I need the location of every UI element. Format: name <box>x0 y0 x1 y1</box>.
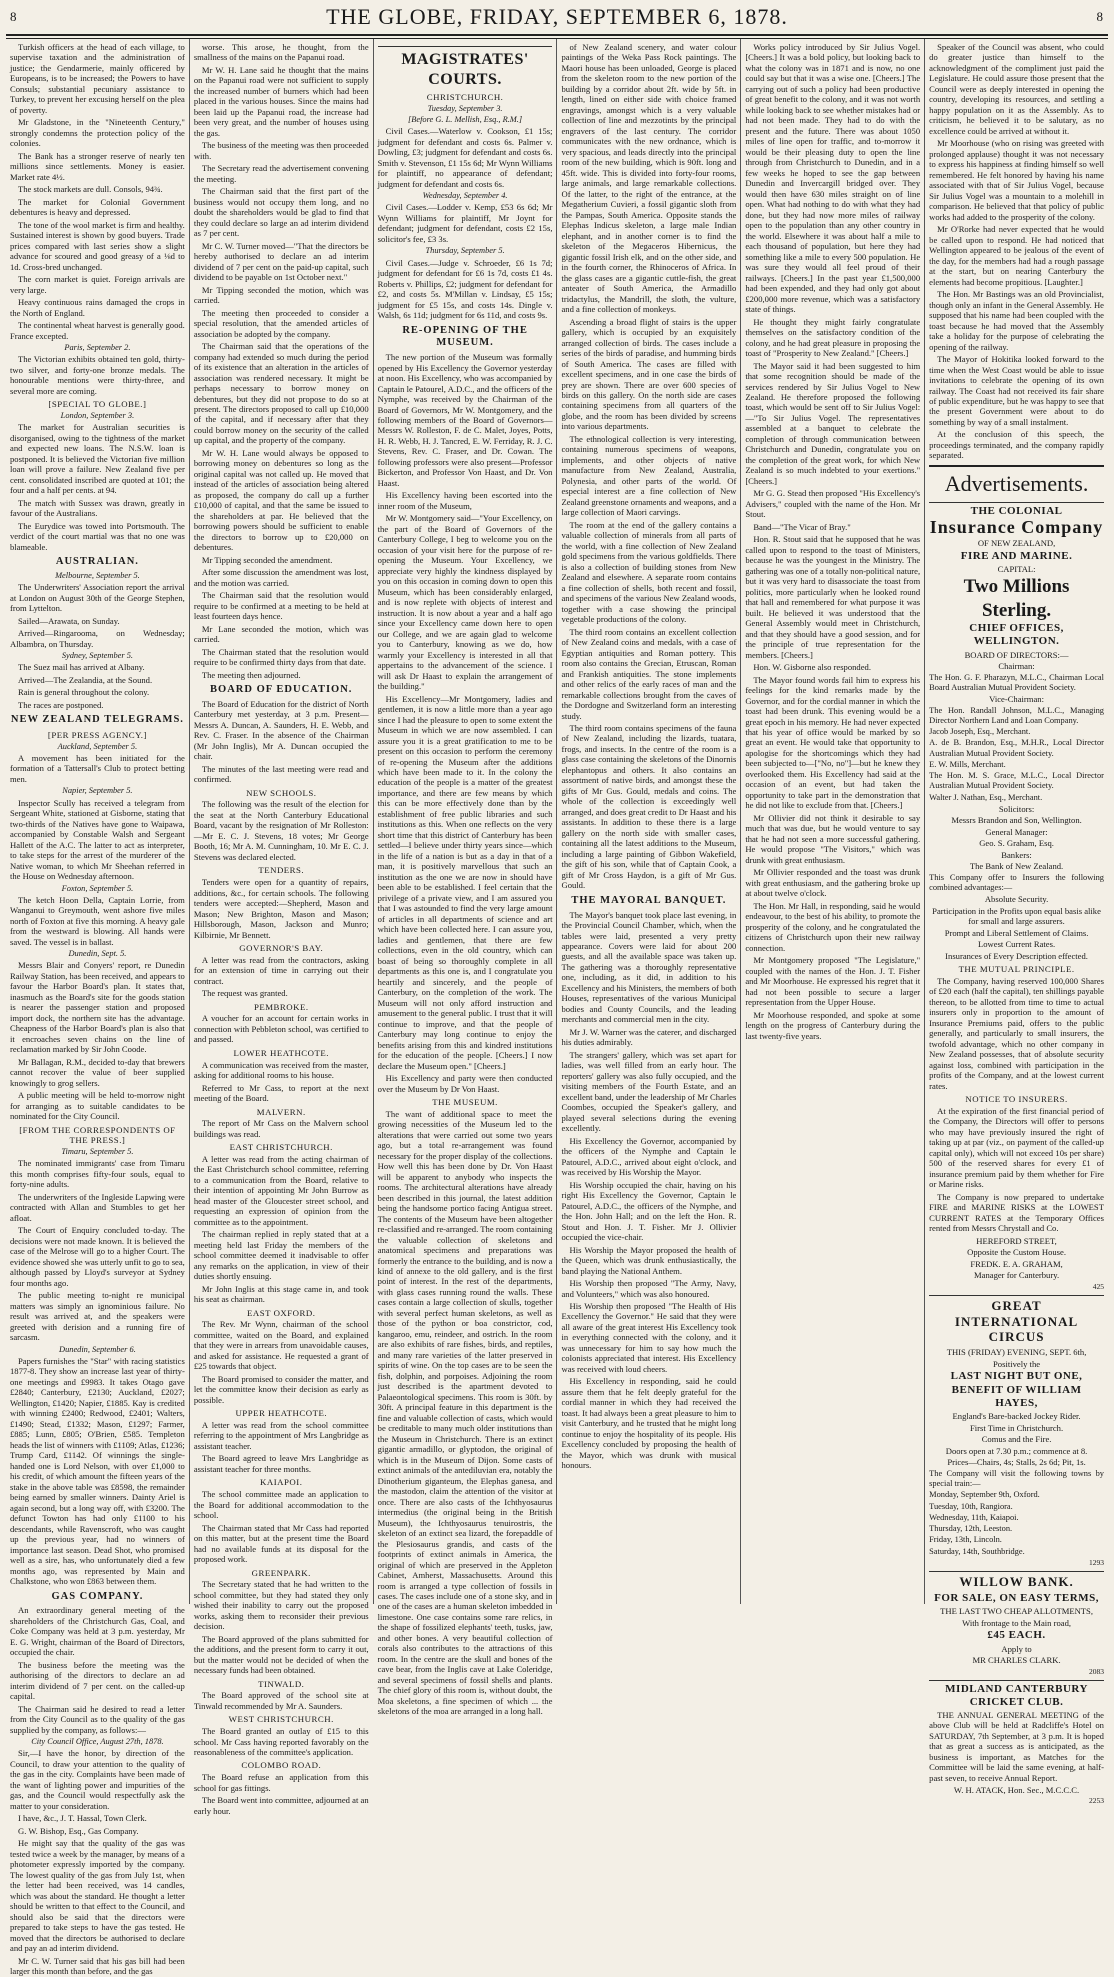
article-paragraph: The corn market is quiet. Foreign arrivals are very large. <box>10 274 185 295</box>
article-paragraph: The market for Colonial Government debentures is heavy and depressed. <box>10 196 185 218</box>
insurance-ad-director: Jacob Joseph, Esq., Merchant. <box>929 727 1031 736</box>
willow-bank-ad-title: WILLOW BANK. <box>959 1574 1074 1590</box>
article-paragraph: The tone of the wool market is firm and healthy. Sustained interest is shown by good buyers. Trade prices compared with last series show a slight advance for scoured and good greasy of a ⅛d to 1d. Cross-bred unchanged. <box>10 219 185 272</box>
article-paragraph: His Excellency having been escorted into the inner room of the Museum, <box>377 490 553 511</box>
article-paragraph: The room at the end of the gallery contains a valuable collection of minerals from all parts of the world, with a fine collection of New Zealand gold specimens from the various goldfields. There is also a collection of building stones from New Zealand and elsewhere. A separate room contains a fine collection of shells, both recent and fossil, and specimens of the various New Zealand woods, together with a case showing the principal vegetable productions of the colony. <box>561 519 737 625</box>
article-paragraph: The underwriters of the Ingleside Lapwing were contracted with Allan and Stumbles to get her afloat. <box>10 1191 185 1223</box>
insurance-ad-advantage: Prompt and Liberal Settlement of Claims. <box>944 927 1089 938</box>
article-paragraph: The Board went into committee, adjourned at an early hour. <box>193 1795 369 1816</box>
insurance-ad-director: E. W. Mills, Merchant. <box>929 759 1006 769</box>
article-paragraph: Mr John Inglis at this stage came in, and took his seat as chairman. <box>193 1283 369 1305</box>
subheading: KAIAPOI. <box>260 1477 303 1488</box>
subheading: EAST CHRISTCHURCH. <box>229 1142 333 1153</box>
article-paragraph: Mr J. W. Warner was the caterer, and discharged his duties admirably. <box>561 1026 737 1048</box>
ad-number: 2083 <box>1088 1666 1104 1676</box>
dateline: Paris, September 2. <box>64 343 131 353</box>
article-paragraph: I have, &c., J. T. Hassal, Town Clerk. <box>18 1813 147 1824</box>
article-paragraph: Inspector Scully has received a telegram from Sergeant White, stationed at Gisborne, stating that two-thirds of the Natives have gone to Waipawa, accompanied by Constable Walsh and Sergeant Hallett of the A.C. The latter to act as interpreter, to take steps for the arrest of the murderer of the Native woman, to which Mr Sheehan referred in the House on Wednesday afternoon. <box>10 797 185 882</box>
article-paragraph: The races are postponed. <box>18 699 104 710</box>
dateline: Napier, September 5. <box>62 786 133 796</box>
article-paragraph: The Victorian exhibits obtained ten gold, thirty-two silver, and forty-one bronze medals. The honourable mentions were thirty-three, and several more are coming. <box>10 354 185 396</box>
article-paragraph: His Excellency and party were then conducted over the Museum by Dr Von Haast. <box>377 1073 553 1094</box>
section-subheading: [PER PRESS AGENCY.] <box>47 729 147 740</box>
willow-bank-ad-line: With frontage to the Main road, <box>962 1617 1072 1628</box>
circus-ad-line: Prices—Chairs, 4s; Stalls, 2s 6d; Pit, 1s. <box>947 1457 1086 1468</box>
willow-bank-ad-line: Apply to <box>1001 1643 1032 1654</box>
article-paragraph: An extraordinary general meeting of the shareholders of the Christchurch Gas, Coal, and Coke Company was held at 3 p.m. yesterday, Mr E. G. Wright, chairman of the Board of Directors, occupied the chair. <box>10 1605 185 1658</box>
article-paragraph: He might say that the quality of the gas was tested twice a week by the manager, by means of a photometer expressly imported by the company. The lowest quality of the gas from July 1st, when the letter had been received, was 14 candles, which was about the standard. He thought a letter should be written to that effect to the Council, and should also be said that the directors were prepared to take steps to have the gas tested. He moved that the directors be authorised to declare and pay an ad interim dividend. <box>10 1838 185 1954</box>
circus-ad-tour-date: Thursday, 12th, Leeston. <box>929 1524 1013 1534</box>
article-paragraph: The public meeting to-night re municipal matters was simply an ignominious failure. No result was arrived at, and the speakers were greeted with derision and a running fire of sarcasm. <box>10 1290 185 1343</box>
dateline: Foxton, September 5. <box>61 883 134 893</box>
insurance-ad-type: FIRE AND MARINE. <box>960 549 1073 562</box>
article-paragraph: Ascending a broad flight of stairs is the upper gallery, which is occupied by an exquisitely arranged collection of birds. The cases include a series of the birds of paradise, and humming birds of South America. The cases are filled with excellent specimens, and in one case the birds of prey are shown. There are over 600 species of birds on this gallery. On the north side are cases containing specimens from all quarters of the globe, and the room has been divided by screens into various departments. <box>561 316 737 432</box>
section-heading: BOARD OF EDUCATION. <box>210 684 353 696</box>
article-paragraph: Civil Cases.—Waterlow v. Cookson, £1 15s; judgment for defendant and costs 6s. Palmer v. Dowling, £3; judgment for defendant and costs 6s. Smith v. Stevenson, £1 15s 6d; Mr Wynn Williams for plaintiff, no appearance of defendant; judgment for defendant and costs 6s. <box>377 126 553 189</box>
insurance-ad-opposite: Opposite the Custom House. <box>967 1247 1066 1258</box>
article-paragraph: Mr Ballagan, R.M., decided to-day that brewers cannot recover the value of beer supplied knowingly to grog sellers. <box>10 1056 185 1088</box>
article-paragraph: The Mayor found words fail him to express his feelings for the kind remarks made by the Governor, and for the cordial manner in which the toast had been drunk. This evening would be a great epoch in his memory. He had never expected that his year of office would be marked by so great an event. He would take that opportunity to apologise for the shortcomings which they had been subjected to—["No, no"]—but he knew they overlooked them. His Excellency had said at the occasion of an event, but had taken the opportunity to take part in the demonstration that he did not like to exclude from that. [Cheers.] <box>745 674 921 811</box>
insurance-ad-board: BOARD OF DIRECTORS:— <box>964 649 1069 660</box>
article-paragraph: The continental wheat harvest is generally good. France excepted. <box>10 320 185 341</box>
subheading: NEW SCHOOLS. <box>246 787 317 798</box>
insurance-ad-capital: Two Millions Sterling. <box>963 576 1070 621</box>
article-paragraph: The Board agreed to leave Mrs Langbridge as assistant teacher for three months. <box>193 1453 369 1474</box>
article-paragraph: A communication was received from the master, asking for additional rooms to his house. <box>193 1059 369 1081</box>
insurance-ad-advantage: Participation in the Profits upon equal basis alike for small and large assurers. <box>932 905 1101 927</box>
article-paragraph: The Chairman stated that the resolution would require to be confirmed thirty days from that date. <box>193 646 369 668</box>
article-paragraph: The business before the meeting was the authorising of the directors to declare an ad interim dividend of 7 per cent. on the called-up capital. <box>10 1659 185 1702</box>
article-paragraph: Mr C. W. Turner said that his gas bill had been larger this month than before, and the gas <box>10 1955 185 1977</box>
article-paragraph: Arrived—Ringarooma, on Wednesday; Albambra, on Thursday. <box>10 628 185 649</box>
article-paragraph: The ketch Hoon Della, Captain Lorrie, from Wanganui to Greymouth, went ashore five miles north of Foxton at five this morning. A heavy gale from the westward is blowing. All hands were saved. The vessel is in ballast. <box>10 894 185 947</box>
column-3 <box>373 39 557 1717</box>
dateline: Thursday, September 5. <box>425 246 505 256</box>
insurance-ad-solicitors: Messrs Brandon and Son, Wellington. <box>951 815 1082 826</box>
section-heading: [SPECIAL TO GLOBE.] <box>48 399 147 410</box>
article-paragraph: The Board approved of the plans submitted for the additions, and the present form to carry it out, but the matter would not be decided of when the necessary funds had been obtained. <box>193 1633 369 1676</box>
subheading: UPPER HEATHCOTE. <box>235 1408 328 1419</box>
article-paragraph: Mr C. W. Turner moved—"That the directors be hereby authorised to declare an ad interim dividend of 7 per cent on the paid-up capital, such dividend to be payable on 1st October next." <box>193 240 369 283</box>
section-heading: NEW ZEALAND TELEGRAMS. <box>10 714 184 726</box>
article-paragraph: After some discussion the amendment was lost, and the motion was carried. <box>193 567 369 588</box>
insurance-ad-chairman: The Hon. G. F. Pharazyn, M.L.C., Chairman Local Board Australian Mutual Provident Society. <box>929 672 1104 692</box>
circus-ad-tour-date: Tuesday, 10th, Rangiora. <box>929 1501 1013 1511</box>
article-paragraph: His Excellency—Mr Montgomery, ladies and gentlemen, it is now a little more than a year ago since I had the pleasure to open to some extent the Museum in which we are now assembled. I can assure you it is a great gratification to me to be present on this occasion to perform the ceremony of re-opening the Museum after the additions which have been made to it. In the colony the education of the people is a matter of the greatest importance, and there are few means by which this can be more effectively done than by the establishment of free public libraries and such institutions as this. When one reflects on the very short time that this district of Canterbury has been settled—I believe under thirty years since—which in the life of a nation is but as a day in that of a man, it is positively marvellous that such an institution as the one we are now in should have been able to be established. I feel certain that the privilege of a private view, and I am assured you that I was astounded to find the very large amount of articles in all departments of science and art which have been collected here. I can assure you, ladies and gentlemen, that there are few collections, even in the old country, which can boast of being so thoroughly complete in all departments as this one is, and I congratulate you heartily and sincerely, and the people of Canterbury, on the completion of the work. The Museum will not only afford instruction and amusement to the general public. I trust that it will continue to improve, and that the people of Canterbury may long continue to enjoy the benefits arising from this and kindred institutions for the education of the people. [Cheers.] I now declare the Museum open." [Cheers.] <box>377 693 553 1071</box>
article-paragraph: The Chairman said that the first part of the business would not occupy them long, and no doubt the shareholders would be glad to find that they could declare so large an ad interim dividend as 7 per cent. <box>193 186 369 239</box>
article-paragraph: The Suez mail has arrived at Albany. <box>18 662 145 673</box>
article-paragraph: The third room contains an excellent collection of New Zealand coins and medals, with a case of Egyptian antiquities and Roman pottery. This room also contains the Grecian, Etruscan, Roman and Frankish antiquities. The stone implements and other relics of the early races of man and the remarkable collections brought from the caves of the Dordogne and Switzerland form an interesting study. <box>561 626 737 721</box>
insurance-ad-street: HEREFORD STREET, <box>976 1235 1057 1246</box>
section-heading: MAGISTRATES' COURTS. <box>378 46 553 89</box>
article-paragraph: His Worship then proposed "The Army, Navy, and Volunteers," which was also honoured. <box>561 1278 737 1299</box>
article-paragraph: The business of the meeting was then proceeded with. <box>193 140 369 161</box>
advertisements-section <box>929 465 1104 1806</box>
column-6 <box>924 39 1108 1806</box>
circus-ad-line: The Company will visit the following towns by special train:— <box>929 1468 1104 1489</box>
subheading: PEMBROKE. <box>253 1001 309 1012</box>
circus-ad-tour-date: Saturday, 14th, Southbridge. <box>929 1546 1025 1556</box>
willow-bank-ad-line: FOR SALE, ON EASY TERMS, <box>934 1591 1099 1604</box>
article-paragraph: The Chairman stated that Mr Cass had reported on this matter, but at the present time the Board had no available funds at its disposal for the proposed work. <box>193 1522 369 1565</box>
advertisements-heading: Advertisements. <box>944 470 1089 496</box>
article-paragraph: The Rev. Mr Wynn, chairman of the school committee, waited on the Board, and explained that they were in arrears from unavoidable causes, and asked for assistance. He requested a grant of £25 towards that object. <box>193 1319 369 1372</box>
article-paragraph: Band—"The Vicar of Bray." <box>753 521 851 532</box>
column-5 <box>740 39 924 1604</box>
article-paragraph: His Excellency the Governor, accompanied by the officers of the Nymphe and Captain le Patourel, A.D.C., arrived about eight o'clock, and was received by His Worship the Mayor. <box>561 1135 737 1178</box>
dateline: Tuesday, September 3. <box>427 103 503 113</box>
page-number-left: 8 <box>10 9 18 24</box>
insurance-ad-vice: The Hon. Randall Johnson, M.L.C., Managing Director Northern Land and Loan Company. <box>929 705 1104 725</box>
article-paragraph: The minutes of the last meeting were read and confirmed. <box>193 763 369 785</box>
insurance-ad-director: The Hon. M. S. Grace, M.L.C., Local Director Australian Mutual Provident Society. <box>929 771 1104 791</box>
article-paragraph: Rain is general throughout the colony. <box>18 687 150 698</box>
insurance-ad-offer: This Company offer to Insurers the following combined advantages:— <box>929 872 1104 892</box>
ad-divider <box>929 1571 1104 1572</box>
article-paragraph: Mr Montgomery proposed "The Legislature," coupled with the names of the Hon. J. T. Fisher and Mr Moorhouse. He expressed his regret that it had not been possible to secure a larger representation from the Upper House. <box>745 955 921 1008</box>
article-paragraph: The Secretary read the advertisement convening the meeting. <box>193 163 369 184</box>
article-paragraph: The new portion of the Museum was formally opened by His Excellency the Governor yesterday at noon. His Excellency, who was accompanied by Captain le Patourel, A.D.C., and the officers of the Nymphe, was received by the Chairman of the Board of Governors, Mr W. Montgomery, and the following members of the Board of Governors—Messrs W. Rolleston, F. de C. Malet, Joyes, Potts, H. R. Webb, H. J. Tancred, E. W. Ferriday, R. J. C. Stevens, Rev. C. Fraser, and Dr. Cowan. The following professors were also present—Professor Bickerton, and Professor Von Haast, and Dr. Von Haast. <box>377 352 553 488</box>
circus-ad-line: THIS (FRIDAY) EVENING, SEPT. 6th, <box>946 1347 1087 1358</box>
circus-ad-tour-date: Wednesday, 11th, Kaiapoi. <box>929 1512 1019 1522</box>
newspaper-title: THE GLOBE, FRIDAY, SEPTEMBER 6, 1878. <box>326 4 788 29</box>
insurance-ad-notice2: The Company is now prepared to undertake FIRE and MARINE RISKS at the LOWEST CURRENT RATES at the Temporary Offices rented from Messrs Chrystall and Co. <box>929 1191 1104 1234</box>
section-heading: [FROM THE CORRESPONDENTS OF THE PRESS.] <box>19 1124 176 1146</box>
article-paragraph: Civil Cases.—Lodder v. Kemp, £53 6s 6d; Mr Wynn Williams for plaintiff, Mr Joynt for defendant; judgment for defendant, costs £2 15s, solicitor's fee, £3 3s. <box>377 202 553 244</box>
insurance-ad-notice: At the expiration of the first financial period of the Company, the Directors will offer to persons who may have previously insured the right of taking up at par (viz., on payment of the called-up capital only), which will not exceed 10s per share) 500 of the reserved shares for every £1 of insurance premium paid by them whether for Fire or Marine risks. <box>929 1105 1104 1190</box>
subheading: LOWER HEATHCOTE. <box>233 1047 329 1058</box>
article-paragraph: The Mayor of Hokitika looked forward to the time when the West Coast would be able to issue invitations to celebrate the opening of its own railway. The Coast had not received its fair share of public expenditure, but he was happy to see that the present Government were about to do something by way of a small instalment. <box>929 354 1104 427</box>
article-paragraph: The Chairman said that the resolution would require to be confirmed at a meeting to be held at least fourteen days hence. <box>193 590 369 622</box>
insurance-ad-capital-label: CAPITAL: <box>997 563 1036 574</box>
article-paragraph: The Board of Education for the district of North Canterbury met yesterday, at 3 p.m. Present—Messrs A. Duncan, A. Saunders, H. E. Webb, and Rev. C. Fraser. In the absence of the Chairman (Mr John Inglis), Mr A. Duncan occupied the chair. <box>193 698 369 762</box>
article-paragraph: A movement has been initiated for the formation of a Tattersall's Club to protect betting men. <box>10 752 185 784</box>
circus-ad-line: Doors open at 7.30 p.m.; commence at 8. <box>945 1445 1088 1456</box>
article-paragraph: Mr Gladstone, in the "Nineteenth Century," strongly condemns the protection policy of the colonies. <box>10 117 185 149</box>
page-number-right: 8 <box>1096 9 1104 24</box>
article-paragraph: The Board approved of the school site at Tinwald recommended by Mr A. Saunders. <box>193 1690 369 1711</box>
insurance-ad-the: THE COLONIAL <box>970 504 1063 517</box>
article-paragraph: A public meeting will be held to-morrow night for arranging as to suitable candidates to be nominated for the City Council. <box>10 1090 185 1122</box>
article-paragraph: Works policy introduced by Sir Julius Vogel. [Cheers.] It was a bold policy, but looking back to what the colony was in 1871 and is now, no one could say but that it was a wise one. [Cheers.] The carrying out of such a policy had been productive of great benefit to the colony, and it was not worth while looking back to see whether mistakes had or had not been made. They had to do with the present and the future. There was about 1050 miles of line open for traffic, and to-morrow it would be their pleasing duty to open the line through from Christchurch to Dunedin, and in a few weeks he hoped to see the gap between Dunedin and Invercargill bridged over. They would then have 630 miles straight on of line open. What had nothing to do with what they had done, but they had now more miles of railway open to the population than any other country in the world. Elsewhere it was about half a mile to each thousand of population, but here they had something like a mile to every 500 population. He was sure they would all feel proud of their railways. [Cheers.] In the past year £1,500,000 had been expended, and they had only got about £200,000 more revenue, which was a satisfactory state of things. <box>745 42 921 315</box>
article-paragraph: Hon. W. Gisborne also responded. <box>753 662 871 673</box>
article-paragraph: The chairman replied in reply stated that at a meeting held last Friday the members of the school committee deemed it inadvisable to offer any remarks on the application, in view of their duties shortly ensuing. <box>193 1229 369 1282</box>
column-2 <box>189 39 373 1816</box>
circus-ad-title: GREAT INTERNATIONAL CIRCUS <box>954 1297 1079 1345</box>
subheading: COLOMBO ROAD. <box>241 1760 322 1771</box>
article-paragraph: The Mayor's banquet took place last evening, in the Provincial Council Chamber, which, when the tables were laid, presented a very pretty appearance. Covers were laid for about 200 guests, and all the available space was taken up. The gathering was a thoroughly representative one, including, as it did, in addition to his Excellency and his Ministers, the members of both Houses, representatives of the various Municipal bodies and County Councils, and the leading merchants and commercial men in the city. <box>561 909 737 1025</box>
article-paragraph: Mr Ollivier did not think it desirable to say much that was due, but he would venture to say that he had not seen a more successful gathering. He would propose "The Visitors," which was drunk with great enthusiasm. <box>745 812 921 865</box>
article-paragraph: Mr G. G. Stead then proposed "His Excellency's Advisers," coupled with the name of the Hon. Mr Stout. <box>745 488 921 520</box>
circus-ad-line: BENEFIT OF WILLIAM HAYES, <box>951 1383 1082 1410</box>
section-heading: GAS COMPANY. <box>51 1590 144 1602</box>
ad-number: 2253 <box>1088 1796 1104 1806</box>
article-paragraph: of New Zealand scenery, and water colour paintings of the Weka Pass Rock paintings. The Maori house has been unloaded, George is placed from the skeleton room to the new portion of the building by a corridor about 2ft. wide by 5ft. in length, lined on either side with choice framed engravings, amongst which is a very valuable collection of line and mezzotints by the principal engravers of the last century. The corridor communicates with the new ordnance, which is very spacious, and leads directly into the principal room of the new building, which is 90ft. long and 45ft. wide. This is divided into forty-four rooms, large animals, and large remarkable collections. Of the latter, to the right of the entrance, at the Megatherium Cuvieri, a fossil gigantic sloth from the Pampas, South America. Opposite stands the Elephas Indicus skeleton, a large male Indian elephant, and in another corner is to find the skeleton of the Megaceros Hibernicus, the gigantic fossil Irish elk, and on the other side, and in the fourth corner, the Rhinoceros of Africa. In the glass cases are a gigantic cuttle-fish, the great anteater of South America, the Armadillo tridactylus, the Mandrill, the sloth, the vulture, and a fine collection of monkeys. <box>561 42 737 315</box>
insurance-ad-agent-title: Manager for Canterbury. <box>974 1270 1060 1281</box>
insurance-ad-advantage: Lowest Current Rates. <box>978 939 1056 950</box>
insurance-ad-of: OF NEW ZEALAND, <box>977 538 1056 549</box>
column-container <box>6 39 1108 1977</box>
subheading: GOVERNOR'S BAY. <box>239 943 324 954</box>
article-paragraph: Mr Moorhouse responded, and spoke at some length on the progress of Canterbury during the last twenty-five years. <box>745 1009 921 1041</box>
subheading: TINWALD. <box>258 1678 305 1689</box>
cricket-ad-title: MIDLAND CANTERBURY CRICKET CLUB. <box>945 1682 1088 1709</box>
article-paragraph: The match with Sussex was drawn, greatly in favour of the Australians. <box>10 497 185 519</box>
subheading: EAST OXFORD. <box>247 1307 316 1318</box>
article-paragraph: Referred to Mr Cass, to report at the next meeting of the Board. <box>193 1082 369 1104</box>
article-paragraph: Hon. R. Stout said that he supposed that he was called upon to respond to the toast of Ministers, because he was the youngest in the Ministry. The gathering was one of a totally non-political nature, but it was very hard to disassociate the toast from politics, more particularly when he looked round that hall and remembered for what purpose it was built. He believed it was understood that the General Assembly would meet in Christchurch, and that they should have a good session, and for the principle of true representation for the members. [Cheers.] <box>745 534 921 660</box>
article-paragraph: Mr Moorhouse (who on rising was greeted with prolonged applause) thought it was not necessary to express his happiness at finding himself so well remembered. He felt honored by having his name associated with that of Sir Julius Vogel, because Sir Julius Vogel was a mountain to a molehill in comparison. He believed that that policy of public works had added to the prosperity of the colony. <box>929 138 1104 222</box>
section-heading: THE MAYORAL BANQUET. <box>571 894 727 906</box>
willow-bank-ad-line: THE LAST TWO CHEAP ALLOTMENTS, <box>940 1606 1093 1617</box>
insurance-ad-director: Walter J. Nathan, Esq., Merchant. <box>929 792 1043 802</box>
ad-divider <box>929 502 1104 503</box>
article-paragraph: The following was the result of the election for the seat at the North Canterbury Educational Board, vacant by the resignation of Mr Rolleston:—Mr E. C. J. Stevens, 18 votes; Mr George Booth, 16; Mr A. M. Cunningham, 10. Mr E. C. J. Stevens was declared elected. <box>193 799 369 862</box>
article-paragraph: His Worship occupied the chair, having on his right His Excellency the Governor, Captain le Patourel, A.D.C., the officers of the Nymphe, and the Hon. John Hall; and on the left the Hon. R. Stout and Hon. J. T. Fisher. Mr J. Ollivier occupied the vice-chair. <box>561 1179 737 1243</box>
article-paragraph: The meeting then adjourned. <box>201 669 301 680</box>
ad-divider <box>929 1680 1104 1681</box>
article-paragraph: The Underwriters' Association report the arrival at London on August 30th of the George Stephen, from Lyttelton. <box>10 582 185 614</box>
article-paragraph: Arrived—The Zealandia, at the Sound. <box>18 674 153 685</box>
article-paragraph: The Board granted an outlay of £15 to this school. Mr Cass having reported favorably on the reasonableness of the committee's application. <box>193 1726 369 1757</box>
dateline: Auckland, September 5. <box>57 741 138 751</box>
article-paragraph: A voucher for an account for certain works in connection with Pebbleton school, was certified to and passed. <box>193 1013 369 1045</box>
insurance-ad-director: A. de B. Brandon, Esq., M.H.R., Local Director Australian Mutual Provident Society. <box>929 738 1104 758</box>
article-paragraph: Sailed—Arawata, on Sunday. <box>18 615 120 626</box>
article-paragraph: The Secretary stated that he had written to the school committee, but they had stated they only wished their inability to carry out the proposed works, asking them to reconsider their previous decision. <box>193 1579 369 1632</box>
dateline: Dunedin, Sept. 5. <box>68 949 127 959</box>
article-paragraph: The want of additional space to meet the growing necessities of the Museum led to the alterations that were carried out some two years ago, but a total re-arrangement was found necessary for the proper display of the collections. How well this has been done by Dr. Von Haast will be apparent to anybody who inspects the rooms. The architectural alterations have already been described in this journal, the latest addition being the handsome portico facing Antigua street. The contents of the Museum have been altogether re-classified and re-arranged. The room containing the valuable collection of skeletons and anatomical specimens and preparations was formerly the entrance to the building, and is now a kind of annexe to the old gallery, and is the first point of interest. In the rest of the departments, with glass cases running round the walls. These cases contain a large collection of skulls, together with several perfect human skeletons, as well as those of the python or boa constrictor, cod, kangaroo, emu, reindeer, and ostrich. In the room are also exhibits of rare fishes, birds, and reptiles, and many rare varieties of the latter preserved in spirits of wine. On the top cases are to be seen the fish, dolphin, and porpoises. Adjoining the room just described is the apartment devoted to Palaeontological specimens. This room is 30ft. by 30ft. A principal feature in this department is the fine and valuable collection of casts, which would be creditable to many much older institutions than the Museum in Christchurch. There is an extinct gigantic armadillo, or glyptodon, the original of which is in the Museum of Dijon. Some casts of extinct animals of the antediluvian era, notably the Dinotherium giganteum, the Elephas ganesa, and the mastodon, claim the attention of the visitor at once. There are also casts of the Ichthyosaurus intermedius (the original being in the British Museum), the Ichthyosaurus tenuirostris, the skeleton of an extinct sea lizard, the forepaddle of the Plesiosaurus grandis, and casts of the footprints of extinct animals in America, the original of which are preserved in the Appleton Cabinet, Amherst, Massachusetts. Around this room is arranged a type collection of fossils in cases. The cases include one of a stone sky, and in one of the cases are a human skeleton imbedded in limestone. One case contains some rare relics, in the shape of fossilized elephants' teeth, tusks, jaw, and other bones. A very beautiful collection of corals also contributes to the attractions of this room. In the centre are the skull and bones of the cave bear, from the Inglis cave at Lake Coleridge, and several specimens of fossil shells and plants. The chief glory of this room is, without doubt, the Moa skeletons, a fine specimen of which ... the skeletons of the moa are arranged in a long hall. <box>377 1108 553 1717</box>
letter-header: City Council Office, August 27th, 1878. <box>31 1737 164 1747</box>
article-paragraph: The Hon. Mr Bastings was an old Provincialist, though only an infant in the General Assembly. He supposed that his name had been coupled with the toast because he had moved that the Assembly take a holiday for the purpose of celebrating the opening of the railway. <box>929 289 1104 352</box>
article-paragraph: Tenders were open for a quantity of repairs, additions, &c., for certain schools. The following tenders were accepted:—Shepherd, Mason and Mason; New Brighton, Mason and Mason; Hillsborough, Mason, Jackson and Munro; Kilbirnie, Mr Bennett. <box>193 877 369 940</box>
circus-ad-line: Positively the <box>993 1358 1041 1369</box>
willow-bank-ad-price: £45 EACH. <box>987 1629 1046 1642</box>
circus-ad-line: First Time in Christchurch. <box>970 1422 1064 1433</box>
article-paragraph: Mr W. Montgomery said—"Your Excellency, on the part of the Board of Governors of the Canterbury College, I beg to welcome you on the occasion of your visit here for the purpose of re-opening the Museum. Your Excellency, we appreciate very highly the kindness displayed by you on this occasion in coming down to open this Museum, which has been considerably enlarged, and is now replete with objects of interest and instruction. It is now about a year and a half ago since your Excellency came down here to open our College, and we are again glad to welcome you to Canterbury, knowing as we do, how warmly your Excellency is interested in all that appertains to the advancement of the science. I will ask Dr Haast to explain the arrangement of the building." <box>377 513 553 692</box>
article-paragraph: The nominated immigrants' case from Timaru this month comprises fifty-four souls, equal to forty-nine adults. <box>10 1158 185 1190</box>
ad-divider <box>929 1295 1104 1296</box>
article-paragraph: The Chairman said that the operations of the company had extended so much during the period of its existence that an alteration in the articles of association was rendered necessary. It might be perhaps necessary to borrow money on debentures, but they did not propose to do so at present. The directors proposed to call up £10,000 of the capital, and if necessary after that they could borrow money on the security of the called up capital, and the property of the company. <box>193 341 369 446</box>
subheading: TENDERS. <box>258 865 305 876</box>
article-paragraph: Papers furnishes the "Star" with racing statistics 1877-8. They show an increase last year of thirty-one meetings and £9983. It takes Otago gave £2840; Canterbury, £2130; Auckland, £2027; Wellington, £1420; Napier, £1885. Kay is credited with winning £2400; Redwood, £2401; Walters, £1490; Stead, £1332; Mason, £1297; Farmer, £885; Lunn, £805; O'Brien, £585. Templeton heads the list of winners with £1109; Atlas, £1236; Trump Card, £1142. Of winnings the single-handed one is Lord Nelson, with over £1,000 to his credit, of which amount the fifteen years of the stake in the above table was £8598, the remainder being earned by smaller winners. Dainty Ariel is again second, but a long way off, with £3200. The defunct Towton has had only £1100 to his descendants, while Ravenscroft, who was caught up the previous year, had no winners of importance last season. Dead Shot, who promised well as a sire, has, who unfortunately died a few months ago, was represented by Main and Chalkstone, who won £863 between them. <box>10 1355 185 1587</box>
subheading: THE MUSEUM. <box>432 1097 498 1107</box>
article-paragraph: Speaker of the Council was absent, who could do greater justice than himself to the acknowledgment of the compliment just paid the Legislature. He could assure those present that the Council were as deeply interested in opening the country, developing its resources, and settling a happy population on it as the Assembly. As to criticism, he believed it to be salutary, as no excellence could be arrived at without it. <box>929 42 1104 136</box>
article-paragraph: The Board refuse an application from this school for gas fittings. <box>193 1772 369 1793</box>
article-paragraph: The strangers' gallery, which was set apart for ladies, was well filled from an early hour. The reporters' gallery was also fully occupied, and the visiting members of the Fourth Estate, and an excellent band, under the leadership of Mr Charles Coombes, occupied the Speaker's gallery, and played several selections during the evening excellently. <box>561 1049 737 1134</box>
article-paragraph: The Court of Enquiry concluded to-day. The decisions were not made known. It is believed the case of the Melrose will go to a higher Court. The evidence showed she was utterly unfit to go to sea, although passed by Lloyd's surveyor at Sydney four months ago. <box>10 1225 185 1288</box>
circus-ad-tour-date: Friday, 13th, Lincoln. <box>929 1535 1002 1545</box>
article-paragraph: worse. This arose, he thought, from the smallness of the mains on the Papanui road. <box>193 42 369 63</box>
article-paragraph: A letter was read from the contractors, asking for an extension of time in carrying out their contract. <box>193 954 369 986</box>
subheading: MALVERN. <box>256 1106 306 1117</box>
dateline: Timaru, September 5. <box>61 1147 134 1157</box>
article-paragraph: His Worship the Mayor proposed the health of the Queen, which was drunk enthusiastically, the band playing the National Anthem. <box>561 1244 737 1276</box>
article-paragraph: Mr Lane seconded the motion, which was carried. <box>193 623 369 645</box>
article-paragraph: The ethnological collection is very interesting, containing numerous specimens of weapons, implements, and other objects of native manufacture from New Zealand, Australia, Polynesia, and other parts of the world. Of especial interest are a fine collection of New Zealand greenstone ornaments and weapons, and a large collection of Maori carvings. <box>561 433 737 518</box>
circus-ad-line: LAST NIGHT BUT ONE, <box>950 1370 1083 1383</box>
article-paragraph: The Mayor said it had been suggested to him that some recognition should be made of the services rendered by Sir Julius Vogel to New Zealand. He therefore proposed the following toast, which would be sent off to Sir Julius Vogel:—"To Sir Julius Vogel. The representatives assembled at a banquet to celebrate the completion of through communication between Christchurch and Dunedin, congratulate you on the completion of the great work, for which New Zealand is so much indebted to your exertions." [Cheers.] <box>745 360 921 486</box>
article-paragraph: Mr Tipping seconded the motion, which was carried. <box>193 284 369 306</box>
article-paragraph: The third room contains specimens of the fauna of New Zealand, including the lizards, tuatara, frogs, and insects. In the centre of the room is a glass case containing the skeletons of the Dinornis elephantopus and others. It also contains an assortment of native birds, and amongst these the gifts of Mr Gus. Gould, medals and coins. The whole of the collection is exceedingly well arranged, and does great credit to Dr Haast and his assistants. In addition to these there is a large gallery on the north side with smaller cases, containing all the latest additions to the Museum, including a large painting of Gibbon Wakefield, the gift of his son, while that of Captain Cook, a gift of Mr Cross Haydon, is a gift of Mr Gus. Gould. <box>561 723 737 891</box>
article-paragraph: The Hon. Mr Hall, in responding, said he would endeavour, to the best of his ability, to promote the prosperity of the colony, and he congratulated the citizens of Christchurch upon their new railway connection. <box>745 900 921 953</box>
article-paragraph: The Board promised to consider the matter, and let the committee know their decision as early as possible. <box>193 1373 369 1405</box>
insurance-ad-mutual-heading: THE MUTUAL PRINCIPLE. <box>958 964 1075 975</box>
dateline: London, September 3. <box>60 410 135 420</box>
article-paragraph: The stock markets are dull. Consols, 94¾. <box>18 184 163 195</box>
insurance-ad-offices: CHIEF OFFICES, WELLINGTON. <box>969 621 1064 648</box>
article-paragraph: Mr W. H. Lane would always be opposed to borrowing money on debentures so long as the original capital was not called up. He moved that instead of the articles of association being altered as proposed, the company do call up a further £10,000 of capital, and that the same be issued to the shareholders at par. He believed that the borrowing powers should be sufficient to enable the directors to borrow up to £20,000 on debentures. <box>193 447 369 553</box>
insurance-ad-name: Insurance Company <box>929 517 1104 538</box>
article-paragraph: Mr Ollivier responded and the toast was drunk with great enthusiasm, and the gathering broke up at about twelve o'clock. <box>745 867 921 899</box>
article-paragraph: Heavy continuous rains damaged the crops in the North of England. <box>10 297 185 318</box>
insurance-ad-bankers: The Bank of New Zealand. <box>969 861 1064 872</box>
article-paragraph: Sir,—I have the honor, by direction of the Council, to draw your attention to the quality of the gas in the city. Complaints have been made of the want of lighting power and impurities of the gas, and the Council would respectfully ask the matter to your consideration. <box>10 1748 185 1811</box>
circus-ad-line: Comus and the Fire. <box>981 1434 1052 1445</box>
insurance-ad-gm-label: General Manager: <box>985 826 1048 837</box>
article-paragraph: He thought they might fairly congratulate themselves on the satisfactory condition of the colony, and he had great pleasure in proposing the toast of "Prosperity to New Zealand." [Cheers.] <box>745 316 921 359</box>
subheading: GREENPARK. <box>251 1567 311 1578</box>
insurance-ad-gm: Geo. S. Graham, Esq. <box>979 838 1054 849</box>
cricket-ad-signature: W. H. ATACK, Hon. Sec., M.C.C.C. <box>953 1785 1080 1795</box>
ad-number: 1293 <box>1088 1557 1104 1567</box>
article-paragraph: Civil Cases.—Judge v. Schroeder, £6 1s 7d; judgment for defendant for £6 1s 7d, costs £1 4s. Roberts v. Phillips, £2; judgment for defendant for £2, and costs 5s. M'Millan v. Lindsay, £5 15s; judgment for £5 15s, and costs 14s. Dingle v. Walsh, 6s 11d; judgment for 6s 11d, and costs 9s. <box>377 257 553 321</box>
circus-ad-line: England's Bare-backed Jockey Rider. <box>952 1411 1081 1422</box>
dateline: Sydney, September 5. <box>61 651 133 660</box>
dateline: Melbourne, September 5. <box>55 570 140 580</box>
insurance-ad-agent: FREDK. E. A. GRAHAM, <box>970 1258 1063 1269</box>
insurance-ad-vice-label: Vice-Chairman: <box>989 694 1044 705</box>
insurance-ad-solicitors-label: Solicitors: <box>998 803 1035 814</box>
ad-number: 425 <box>1092 1281 1104 1291</box>
article-paragraph: The meeting then proceeded to consider a special resolution, that the amended articles of association be adopted by the company. <box>193 307 369 339</box>
dateline: Dunedin, September 6. <box>59 1344 136 1354</box>
article-paragraph: Mr Tipping seconded the amendment. <box>201 554 333 565</box>
article-paragraph: A letter was read from the acting chairman of the East Christchurch school committee, referring to a communication from the Board, relative to their intention of appointing Mr John Burrow as head master of the Gloucester street school, and requesting an expression of opinion from the committee as to the appointment. <box>193 1153 369 1227</box>
article-paragraph: The report of Mr Cass on the Malvern school buildings was read. <box>193 1118 369 1139</box>
article-paragraph: Messrs Blair and Conyers' report, re Dunedin Railway Station, has been received, and appears to favour the Harbor Board's plan. It states that, inasmuch as the Board's site for the goods station is nearer the passenger station and proposed import dock, the northern site has the advantage. Cheapness of the Harbor Board's plan is also that it encroaches seven chains on the line of reclamation marked by Sir John Coode. <box>10 960 185 1055</box>
insurance-ad-notice-heading: NOTICE TO INSURERS. <box>965 1094 1068 1105</box>
article-paragraph: The school committee made an application to the Board for additional accommodation to the school. <box>193 1489 369 1521</box>
willow-bank-ad-contact: MR CHARLES CLARK. <box>972 1655 1061 1666</box>
column-1 <box>6 39 189 1977</box>
insurance-ad-advantage: Insurances of Every Description effected. <box>945 950 1088 961</box>
article-paragraph: Mr O'Rorke had never expected that he would be called upon to respond. He had noticed that Wellington appeared to be jealous of the event of the day, for the members had had a rough passage at the start, but on nearing Canterbury the elements had become propitious. [Laughter.] <box>929 224 1104 287</box>
section-heading: AUSTRALIAN. <box>55 556 139 568</box>
article-paragraph: Mr W. H. Lane said he thought that the mains on the Papanui road were not sufficient to supply the increased number of burners which had been placed in the various houses. Since the mains had been laid up the Papanui road, the increase had been very great, and the number of houses using the gas. <box>193 64 369 138</box>
article-paragraph: A letter was read from the school committee referring to the appointment of Mrs Langbridge as assistant teacher. <box>193 1420 369 1451</box>
cricket-ad-body: THE ANNUAL GENERAL MEETING of the above Club will be held at Radcliffe's Hotel on SATURDAY, 7th September, at 3 p.m. It is hoped that as great a success as is anticipated, as the business is important, as Matches for the Committee will be laid the same evening, at half-past seven, to receive Annual Report. <box>929 1709 1104 1783</box>
insurance-ad-advantage: Absolute Security. <box>984 894 1049 905</box>
article-paragraph: The request was granted. <box>201 988 288 999</box>
subheading: WEST CHRISTCHURCH. <box>228 1714 334 1725</box>
article-paragraph: His Worship then proposed "The Health of His Excellency the Governor." He said that they were all aware of the great interest His Excellency took in everything connected with the colony, and it was unnecessary for him to say how much the colonists appreciated that interest. His Excellency was received with loud cheers. <box>561 1300 737 1374</box>
article-paragraph: At the conclusion of this speech, the proceedings terminated, and the company rapidly separated. <box>929 429 1104 461</box>
article-paragraph: The Bank has a stronger reserve of nearly ten millions since settlements. Money is easier. Market rate 4½. <box>10 150 185 182</box>
column-4 <box>556 39 740 1604</box>
circus-ad-tour-date: Monday, September 9th, Oxford. <box>929 1490 1040 1500</box>
article-paragraph: The Eurydice was towed into Portsmouth. The verdict of the court martial was that no one was blameable. <box>10 520 185 552</box>
article-paragraph: His Excellency in responding, said he could assure them that he felt deeply grateful for the cordial manner in which they had received the toast. It had always been a great pleasure to him to visit Canterbury, and he trusted that he might long continue to enjoy the hospitality of its people. His Excellency concluded by proposing the health of the Mayor, which was drunk with musical honours. <box>561 1376 737 1471</box>
insurance-ad-chairman-label: Chairman: <box>998 661 1035 672</box>
article-paragraph: G. W. Bishop, Esq., Gas Company. <box>18 1825 139 1836</box>
article-paragraph: The Chairman said he desired to read a letter from the City Council as to the quality of the gas supplied by the company, as follows:— <box>10 1703 185 1735</box>
masthead <box>6 0 1108 36</box>
article-paragraph: The market for Australian securities is disorganised, owing to the tightness of the market and expected new loans. The N.S.W. loan is postponed. It is believed the Victorian five million loan will prove a failure. New Zealand five per cent. consolidated inscribed are quoted at 101; the four and a half per cents. at 94. <box>10 422 185 496</box>
insurance-ad-bankers-label: Bankers: <box>1001 849 1032 860</box>
subheading: CHRISTCHURCH. <box>426 92 504 103</box>
insurance-ad-mutual: The Company, having reserved 100,000 Shares of £20 each (half the capital), ten shillings payable thereon, to be allotted from time to time to actual insurers only in proportion to the amount of Insurance Premiums paid, offers to the public generally, and particularly to small insurers, the twofold advantage, which no other company in New Zealand possesses, that of absolute security against loss, combined with participation in the profits of the Company, and at the lowest current rates. <box>929 975 1104 1091</box>
court-before: [Before G. L. Mellish, Esq., R.M.] <box>408 115 523 124</box>
section-heading: RE-OPENING OF THE MUSEUM. <box>402 324 528 349</box>
dateline: Wednesday, September 4. <box>422 191 508 201</box>
article-paragraph: Turkish officers at the head of each village, to supervise taxation and the administration of justice; the Gendarmerie, mainly officered by Europeans, is to be increased; the Powers to have Consuls; substantial pecuniary assistance to Turkey, to prevent her excusing herself on the plea of poverty. <box>10 42 185 115</box>
